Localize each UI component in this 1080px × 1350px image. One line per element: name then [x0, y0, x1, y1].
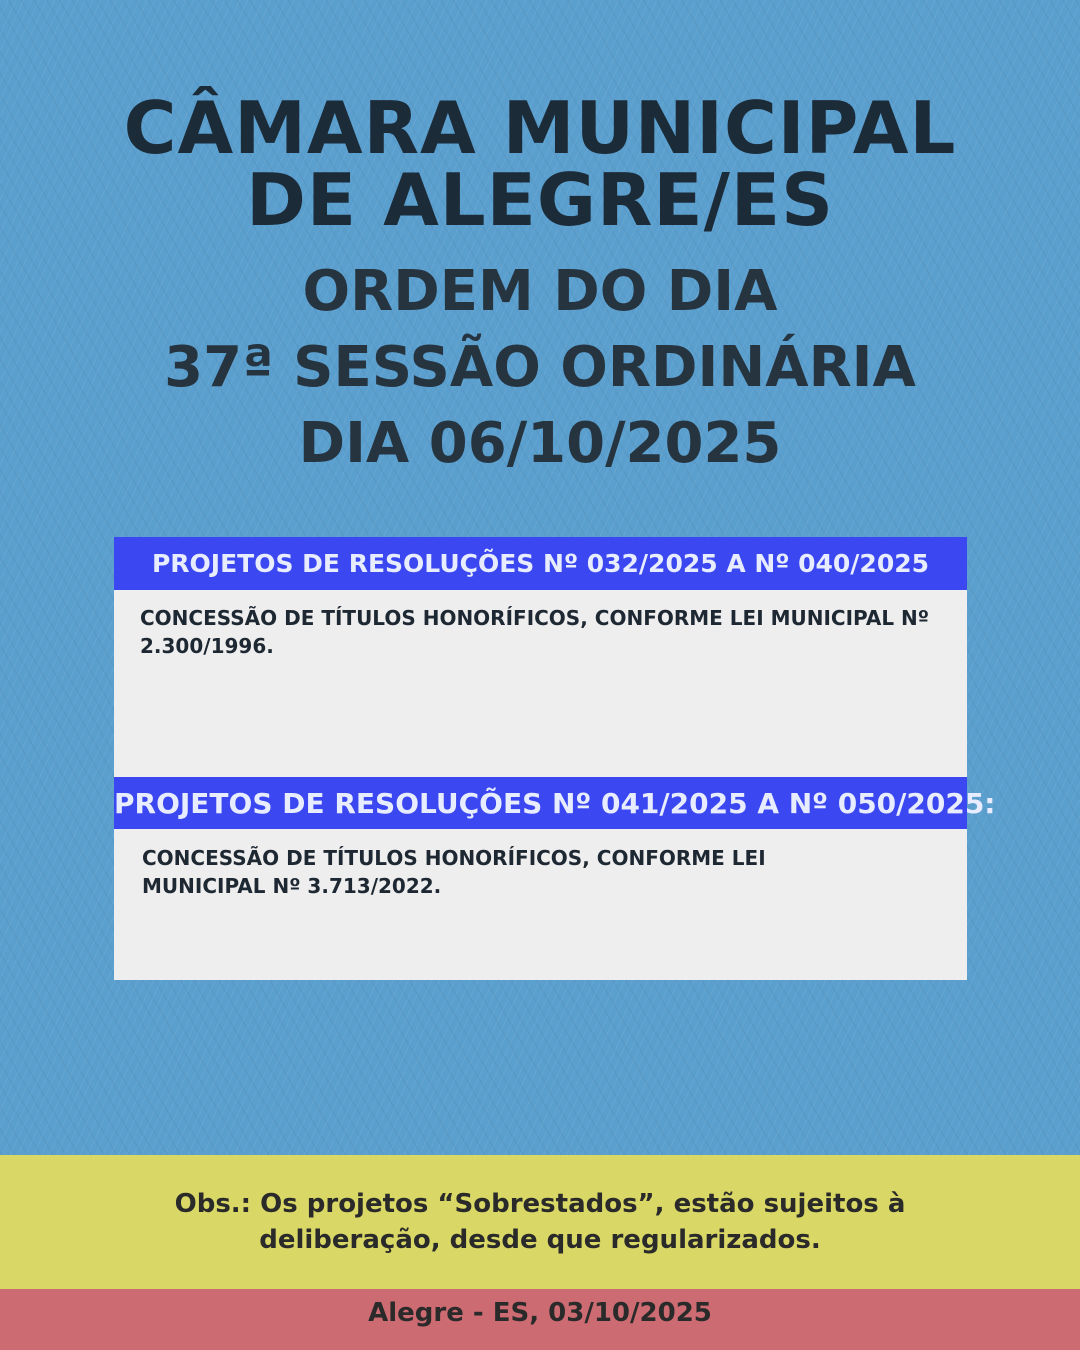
title-line-2: DE ALEGRE/ES	[246, 158, 834, 242]
section-1-body: CONCESSÃO DE TÍTULOS HONORÍFICOS, CONFORME LEI MUNICIPAL Nº 2.300/1996.	[114, 590, 967, 777]
subtitle-ordem-do-dia: ORDEM DO DIA	[302, 259, 778, 324]
subtitle-date: DIA 06/10/2025	[298, 411, 782, 476]
footer-place-date: Alegre - ES, 03/10/2025	[368, 1298, 712, 1328]
section-1-heading: PROJETOS DE RESOLUÇÕES Nº 032/2025 A Nº 040/2025	[114, 537, 967, 590]
section-2-heading: PROJETOS DE RESOLUÇÕES Nº 041/2025 A Nº 050/2025:	[114, 777, 967, 829]
observation-line-2: deliberação, desde que regularizados.	[259, 1225, 821, 1255]
title-line-1: CÂMARA MUNICIPAL	[123, 86, 957, 170]
observation-line-1: Obs.: Os projetos “Sobrestados”, estão sujeitos à	[174, 1189, 906, 1219]
subtitle-session: 37ª SESSÃO ORDINÁRIA	[164, 335, 916, 400]
section-2-body: CONCESSÃO DE TÍTULOS HONORÍFICOS, CONFORME LEI MUNICIPAL Nº 3.713/2022.	[114, 829, 967, 980]
observation-note	[0, 1186, 1080, 1258]
